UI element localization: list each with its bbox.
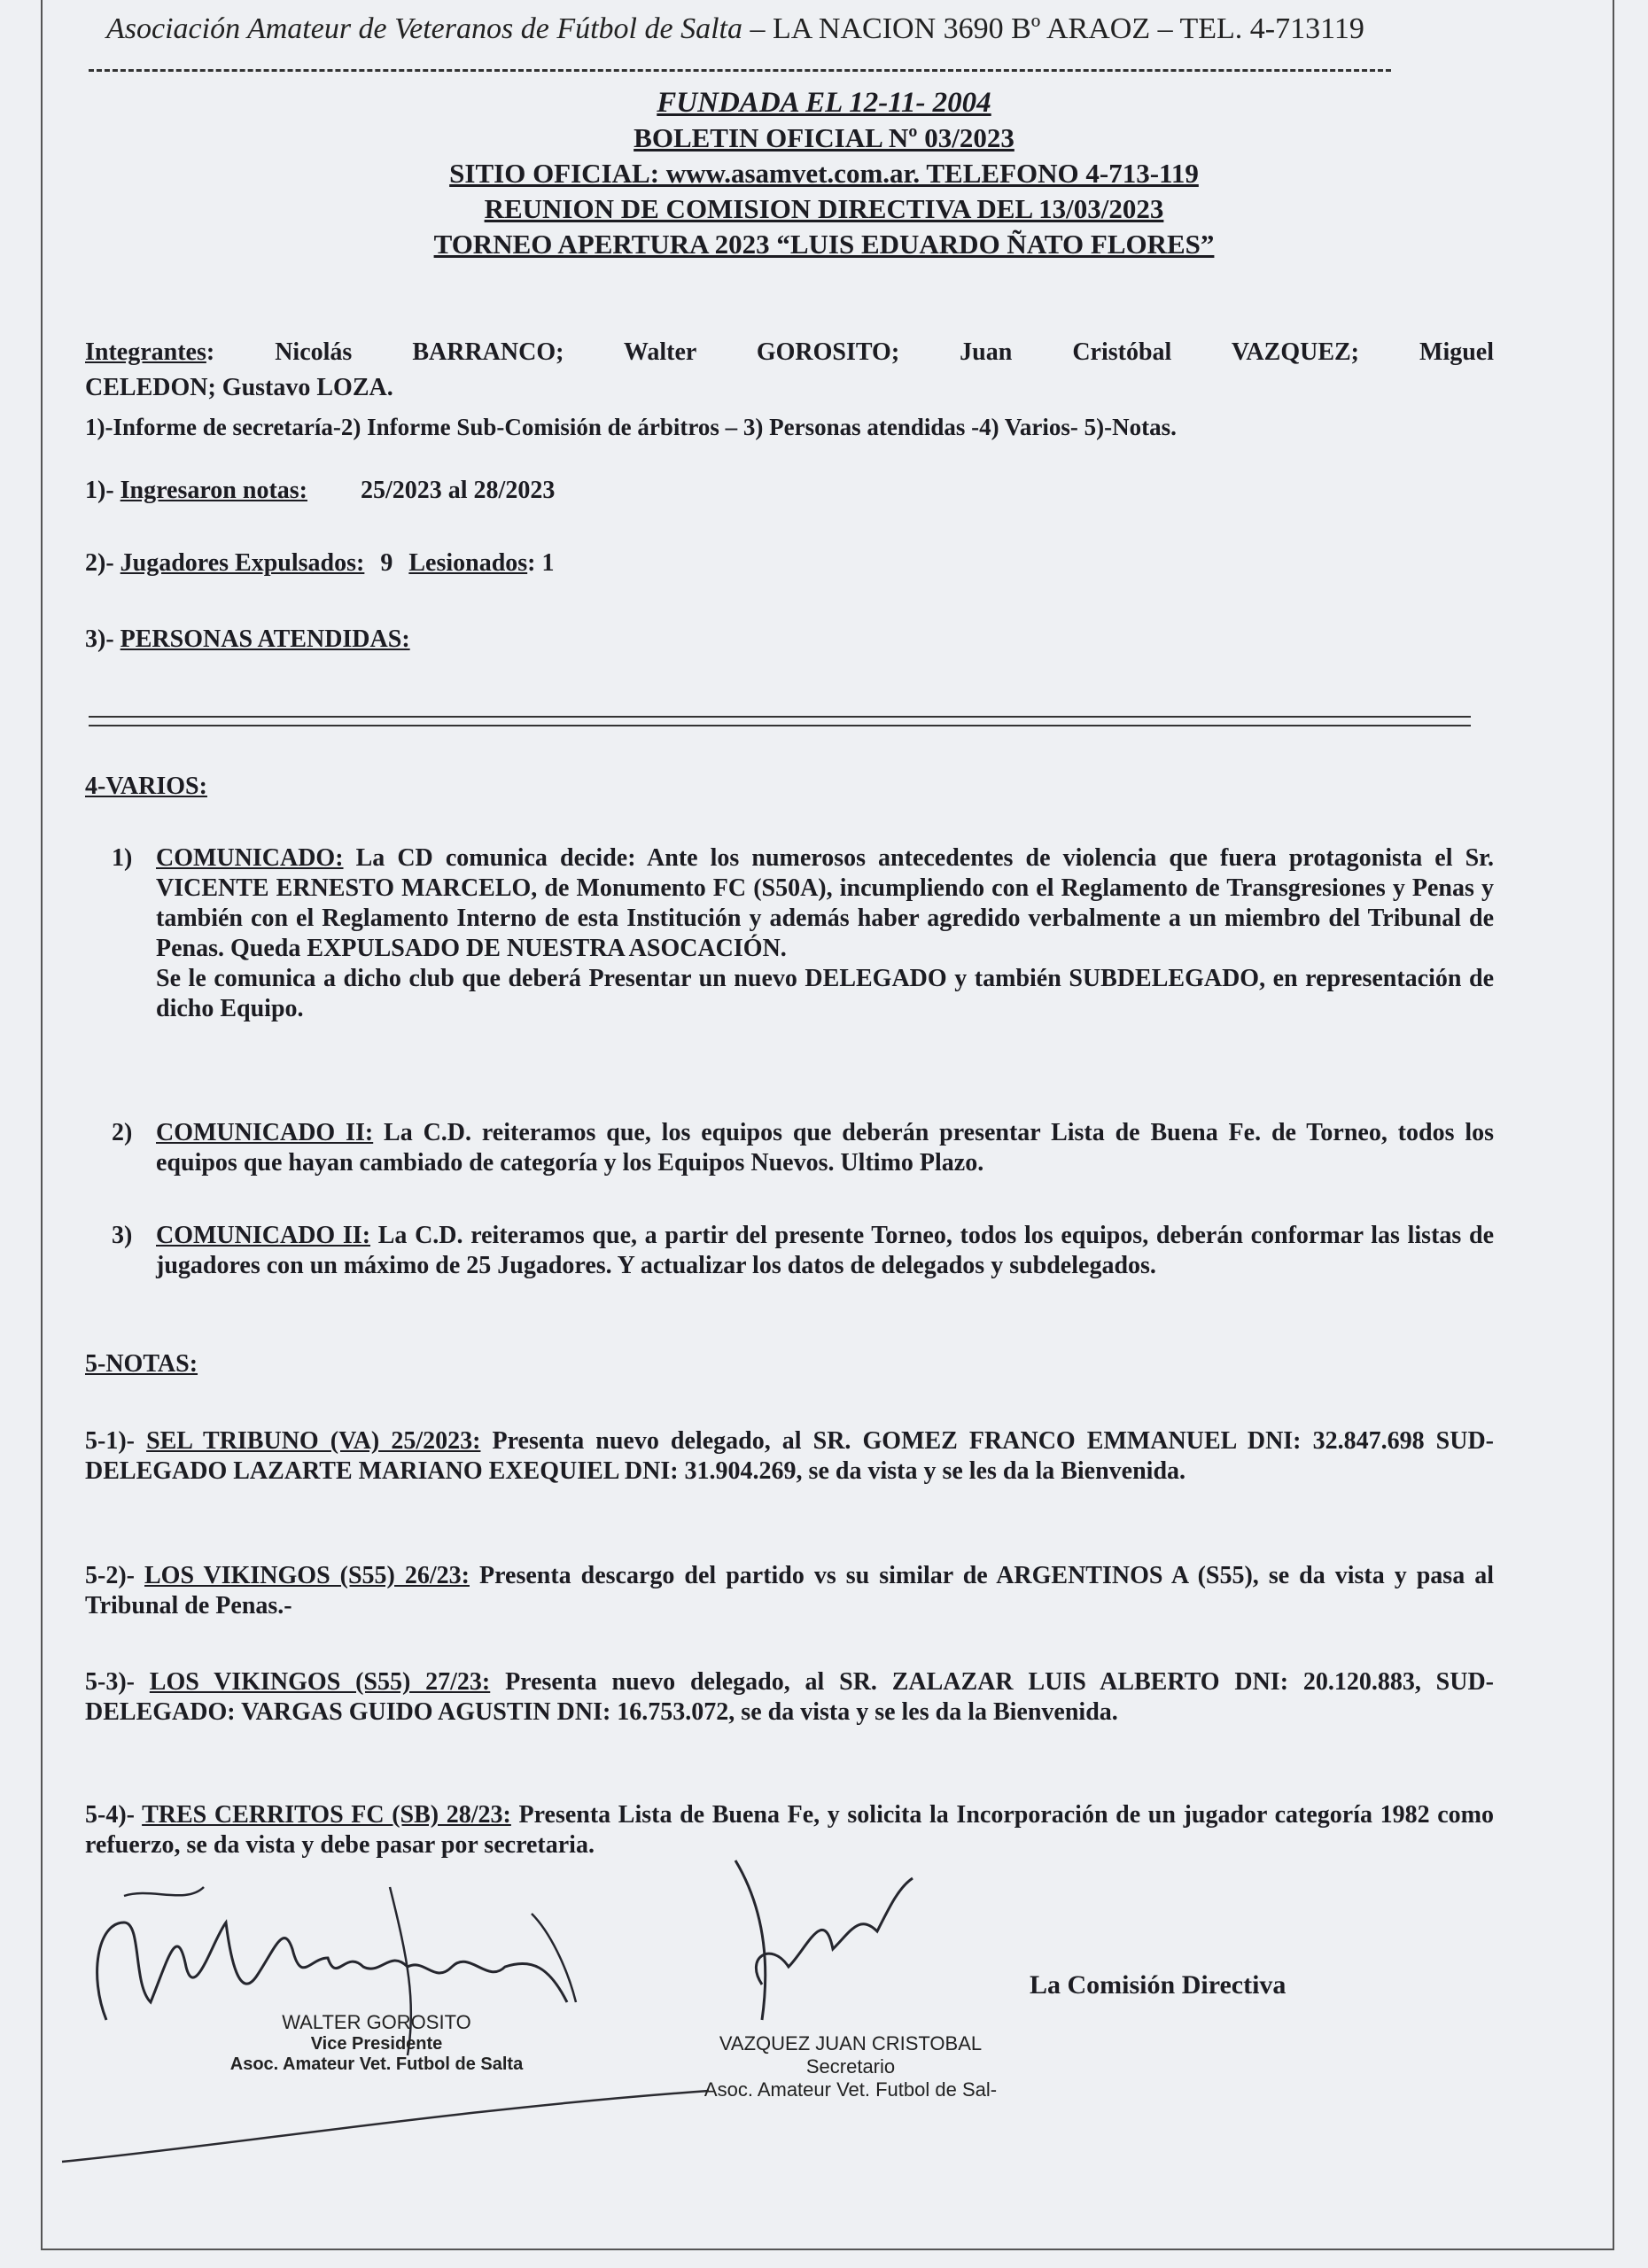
item-body: La CD comunica decide: Ante los numerosos antecedentes de violencia que fuera protagonista el Sr. VICENTE ERNESTO MARCELO, de Monumento FC (S50A), incumpliendo con el Reglamento de Transgresiones y Penas y también con el Reglamento Interno de esta Institución y además haber agredido verbalmente a un miembro del Tribunal de Penas. Queda EXPULSADO DE NUESTRA ASOCACIÓN. (156, 844, 1494, 962)
item-body-2: Se le comunica a dicho club que deberá Presentar un nuevo DELEGADO y también SUBDELEGADO, en representación de dicho Equipo. (156, 965, 1494, 1022)
item-body: La C.D. reiteramos que, a partir del presente Torneo, todos los equipos, deberán conformar las listas de jugadores con un máximo de 25 Jugadores. Y actualizar los datos de delegados y subdelegados. (156, 1222, 1494, 1279)
notes-received-label: Ingresaron notas: (120, 477, 307, 504)
nota-text: Presenta Lista de Buena Fe, y solicita la Incorporación de un jugador categoría 1982 como refuerzo, se da vista y debe pasar por secretaria. (85, 1801, 1494, 1859)
item-number: 2) (112, 1119, 133, 1146)
nota-label: TRES CERRITOS FC (SB) 28/23: (142, 1801, 511, 1829)
nota-text: Presenta nuevo delegado, al SR. GOMEZ FRANCO EMMANUEL DNI: 32.847.698 SUD-DELEGADO LAZARTE MARIANO EXEQUIEL DNI: 31.904.269, se da vista y se les da la Bienvenida. (85, 1427, 1495, 1485)
tournament-title: TORNEO APERTURA 2023 “LUIS EDUARDO ÑATO FLORES” (433, 229, 1215, 260)
section1-prefix: 1)- (85, 477, 120, 504)
signer-role: Secretario (805, 2055, 896, 2078)
nota-5-3 (85, 1667, 1494, 1728)
members-list-1: : Nicolás BARRANCO; Walter GOROSITO; Juan Cristóbal VAZQUEZ; Miguel (206, 338, 1494, 366)
nota-text: Presenta descargo del partido vs su similar de ARGENTINOS A (S55), se da vista y pasa al Tribunal de Penas.- (85, 1562, 1494, 1619)
directive-commission: La Comisión Directiva (1030, 1970, 1287, 2000)
nota-prefix: 5-4)- (85, 1801, 143, 1829)
members-line (85, 337, 1494, 369)
agenda: 1)-Informe de secretaría-2) Informe Sub-Comisión de árbitros – 3) Personas atendidas -4) Varios- 5)-Notas. (85, 414, 1177, 440)
item-number: 3) (112, 1222, 133, 1249)
nota-prefix: 5-3)- (85, 1668, 150, 1696)
nota-label: SEL TRIBUNO (VA) 25/2023: (146, 1427, 481, 1455)
letterhead (106, 12, 1542, 46)
founded-date: FUNDADA EL 12-11- 2004 (657, 87, 991, 119)
nota-prefix: 5-1)- (85, 1427, 147, 1455)
expelled-value: 9 (380, 549, 393, 577)
signer-org: Asoc. Amateur Vet. Futbol de Sal- (704, 2078, 998, 2101)
item-text (156, 1118, 1494, 1178)
item-label: COMUNICADO II: (156, 1222, 371, 1249)
members-list-2: CELEDON; Gustavo LOZA. (85, 374, 393, 401)
nota-5-2 (85, 1561, 1494, 1621)
comunicado-1 (112, 843, 1494, 1083)
bulletin-titles (0, 85, 1648, 262)
item-body: La C.D. reiteramos que, los equipos que deberán presentar Lista de Buena Fe. de Torneo, todos los equipos que hayan cambiado de categoría y los Equipos Nuevos. Ultimo Plazo. (156, 1119, 1494, 1177)
people-attended-label: PERSONAS ATENDIDAS: (120, 625, 410, 653)
nota-5-1 (85, 1426, 1494, 1487)
people-attended (85, 624, 410, 656)
signature-vazquez (709, 1852, 939, 2029)
varios-title: 4-VARIOS: (85, 773, 207, 800)
item-label: COMUNICADO: (156, 844, 344, 872)
item-label: COMUNICADO II: (156, 1119, 374, 1146)
injured-value: : 1 (527, 549, 555, 577)
item-text (156, 1221, 1494, 1281)
nota-label: LOS VIKINGOS (S55) 26/23: (144, 1562, 470, 1589)
signer-name: WALTER GOROSITO (282, 2011, 471, 2033)
signature-right-block (691, 2032, 1010, 2101)
expelled-label: Jugadores Expulsados: (120, 549, 365, 577)
bulletin-number: BOLETIN OFICIAL Nº 03/2023 (634, 122, 1014, 153)
header-separator (89, 69, 1391, 72)
nota-prefix: 5-2)- (85, 1562, 144, 1589)
item-text (156, 843, 1494, 1024)
section3-prefix: 3)- (85, 625, 120, 653)
association-address: – LA NACION 3690 Bº ARAOZ – TEL. 4-713119 (742, 12, 1364, 45)
members-label: Integrantes (85, 338, 206, 366)
section2-prefix: 2)- (85, 549, 120, 577)
players-summary (85, 548, 555, 579)
nota-text: Presenta nuevo delegado, al SR. ZALAZAR LUIS ALBERTO DNI: 20.120.883, SUD-DELEGADO: VARGAS GUIDO AGUSTIN DNI: 16.753.072, se da vista y se les da la Bienvenida. (85, 1668, 1494, 1726)
injured-label: Lesionados (408, 549, 528, 577)
comunicado-3 (112, 1221, 1494, 1318)
section-separator-2 (89, 725, 1471, 726)
official-site: SITIO OFICIAL: www.asamvet.com.ar. TELEFONO 4-713-119 (449, 158, 1199, 189)
signer-role: Vice Presidente (310, 2034, 443, 2054)
comunicado-2 (112, 1118, 1494, 1189)
section-separator-1 (89, 716, 1471, 718)
notes-received-value: 25/2023 al 28/2023 (360, 477, 556, 504)
signer-org: Asoc. Amateur Vet. Futbol de Salta (229, 2054, 524, 2074)
signer-name: VAZQUEZ JUAN CRISTOBAL (719, 2032, 983, 2054)
notas-title: 5-NOTAS: (85, 1350, 198, 1378)
signature-underline-left (62, 2073, 718, 2179)
association-name: Asociación Amateur de Veteranos de Fútbol de Salta (106, 12, 742, 45)
nota-label: LOS VIKINGOS (S55) 27/23: (149, 1668, 491, 1696)
item-number: 1) (112, 844, 133, 872)
signature-left-block (222, 2011, 532, 2075)
notes-received (85, 475, 555, 507)
meeting-title: REUNION DE COMISION DIRECTIVA DEL 13/03/2023 (484, 193, 1164, 224)
